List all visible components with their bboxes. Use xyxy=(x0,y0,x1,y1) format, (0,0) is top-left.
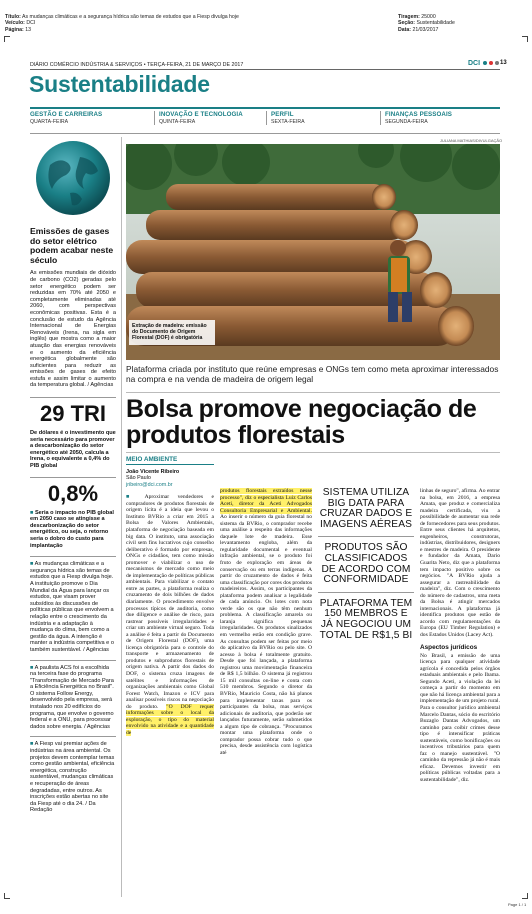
clip-circulation-label: Tiragem: xyxy=(398,14,420,20)
nav-label: GESTÃO E CARREIRAS xyxy=(30,111,103,118)
crop-mark xyxy=(4,893,10,899)
nav-label: INOVAÇÃO E TECNOLOGIA xyxy=(159,111,243,118)
section-tag: MEIO AMBIENTE xyxy=(126,456,214,465)
article-col-2-body: Ao inserir o número da guia florestal no sistema da BVRio, o comprador recebe uma análise a respeito das informações daquele lote de madeira. Esse levantamento engloba, além da regularidade documental e eventual infração ambiental, se o produto foi fruto de exploração em áreas de conservação ou em terras indígenas. A partir do cruzamento de dados é feita uma classificação por cores dos produtos madeireiros. Assim, os participantes da plataforma podem analisar a legalidade de cada anúncio. Os lotes com nota verde são os que não têm nenhum problema. A classificação amarela ou laranja significa pequenas irregularidades. Os produtos sinalizados em vermelho estão em condição grave. As consultas podem ser feitas por meio do aplicativo da BVRio ou pelo site. O acesso à bolsa é totalmente gratuito. Desde que foi lançada, a plataforma registrou uma movimentação financeira de R$ 1,5 bilhão. O sistema já registrou 15 mil consultas on-line e conta com 510 membros. Segundo o diretor da BVRio, Mauricio Costa, não há planos para implementar taxas para os participantes da bolsa, mas serviços adicionais de auditoria, que poderão ser lançados futuramente, serão submetidos a algum tipo de cobrança. "Procuramos montar uma plataforma onde o comprador possa cobrar tudo o que precisa, desde assistência com logística até xyxy=(220,514,312,756)
subhead: Aspectos jurídicos xyxy=(420,643,478,651)
logo-dot-icon xyxy=(489,61,493,65)
logo-text: DCI xyxy=(468,60,481,67)
bullet-icon: ■ xyxy=(30,561,35,568)
sidebar-headline: Emissões de gases do setor elétrico podem acabar neste século xyxy=(30,226,114,265)
bullet-icon: ■ xyxy=(126,494,137,501)
sidebar xyxy=(30,137,116,897)
article-col-1-body: Aproximar vendedores e compradores de produtos florestais de origem lícita é a ideia que levou o Instituto BVRio a criar em 2015 a Bolsa de Valores Ambientais, plataforma de negociação baseada em big data. O instituto, uma associação civil sem fins lucrativos cujo conselho deliberativo é formado por empresas, ONGs e cidadãos, tem como missão promover e viabilizar o uso de mecanismos de mercado como meio de implementação de políticas públicas ambientais. Para viabilizar o contato entre as partes, a plataforma realiza o cruzamento de dois bilhões de dados diariamente. O procedimento envolve processos típicos de auditoria, como due diligence e análise de risco, para rastrear possíveis irregularidades e criar um ambiente virtual seguro. Toda a análise é feita a partir do Documento de Origem Florestal (DOF), uma licença obrigatória para o controle do transporte e armazenamento de produtos e subprodutos florestais de origem nativa. A partir dos dados do DOF, o sistema cruza imagens de satélites e informações de organizações ambientais como Global Forest Watch, Imazon e ICV para analisar possíveis riscos na negociação do produto. xyxy=(126,494,214,710)
clip-title-label: Título: xyxy=(5,14,21,20)
author-email[interactable]: jribeiro@dci.com.br xyxy=(126,481,173,488)
logo-dot-icon xyxy=(483,61,487,65)
article-col-2-text xyxy=(220,488,312,756)
page-indicator: Page 1 / 1 xyxy=(508,902,527,907)
clip-page-label: Página: xyxy=(5,26,24,33)
bullet-icon: ■ xyxy=(30,509,35,516)
nav-label: PERFIL xyxy=(271,111,294,118)
article-col-4-text: linhas de seguro", afirma. Ao entrar na bolsa, em 2016, a empresa Amata, que produz e comercializa madeira certificada, viu a possibilidade de aumentar sua rede de fornecedores para seus produtos. Entre seus clientes há arquitetos, engenheiros, construtoras, indústrias, distribuidores, designers e mestres de madeira. O presidente e fundador da Amata, Dario Guarita Neto, diz que a plataforma tem impacto positivo sobre os negócios. "A BVRio ajuda a assegurar a rastreabilidade da madeira", diz. Com o crescimento do número de cadastros, uma meta da Bolsa é atingir mercados internacionais. A plataforma já identifica produtos que estão de acordo com regulamentações da Europa (EU Timber Regulation) e dos Estados Unidos (Lacey Act). xyxy=(420,488,500,639)
divider xyxy=(30,69,500,70)
pull-quotes xyxy=(318,488,414,641)
nav-item-financas[interactable] xyxy=(380,111,501,125)
stat-29-tri: 29 TRI xyxy=(39,401,107,427)
nav-item-gestao[interactable] xyxy=(30,111,148,125)
nav-label: FINANÇAS PESSOAIS xyxy=(385,111,453,118)
nav-day: SEXTA-FEIRA xyxy=(271,119,305,125)
pull-quote: SISTEMA UTILIZA BIG DATA PARA CRUZAR DADOS E IMAGENS AÉREAS xyxy=(319,487,413,530)
column-rule xyxy=(121,137,122,897)
divider xyxy=(318,592,414,593)
divider xyxy=(30,133,500,134)
author-name: João Vicente Ribeiro xyxy=(126,469,180,475)
stat-0-8: 0,8% xyxy=(47,480,99,506)
section-title: Sustentabilidade xyxy=(29,71,210,97)
clip-date-label: Data: xyxy=(398,26,411,33)
clipping-info-right xyxy=(398,14,528,33)
nav-day: QUARTA-FEIRA xyxy=(30,119,69,125)
sidebar-note-text: A paulista ACS foi a escolhida na terceira fase do programa "Transformação de Mercado Para a Eficiência Energética no Brasil". O sistema Follow Energy, desenvolvido pela empresa, será instalado nos 20 edifícios do programa, que envolve o governo federal e a ONU, para processar dados sobre energia. / Agências xyxy=(30,664,114,730)
nav-day: SEGUNDA-FEIRA xyxy=(385,119,428,125)
highlighted-quote: produtos florestais extraídos nesse processo", diz o especialista Luiz Carlos Aceti, diretor da Aceti Advogados Consultoria Empresarial e Ambiental. xyxy=(220,488,312,514)
article-col-1-text xyxy=(126,494,214,736)
article-deck: Plataforma criada por instituto que reúne empresas e ONGs tem como meta aproximar interessados na compra e na venda de madeira de origem legal xyxy=(126,364,499,384)
divider xyxy=(126,452,500,453)
highlighted-quote: "O DOF requer informações sobre o local da exploração, o tipo do material envolvido na atividade e a quantidade de xyxy=(126,703,214,736)
clip-page-value: 13 xyxy=(25,26,31,33)
photo-credit: JULIANA MATHIAS/DIVULGAÇÃO xyxy=(440,138,503,143)
nav-item-inovacao[interactable] xyxy=(154,111,277,125)
author-city: São Paulo xyxy=(126,475,151,482)
section-nav xyxy=(30,111,500,131)
photo-caption: Extração de madeira: emissão do Documento de Origem Florestal (DOF) é obrigatória xyxy=(129,320,215,345)
clip-section-value: Sustentabilidade xyxy=(416,20,455,27)
sidebar-note-text: A Fiesp vai premiar ações de indústrias na área ambiental. Os projetos devem contemplar temas como gestão ambiental, eficiência energética, construção sustentável, mudanças climáticas e recuperação de áreas degradadas, entre outros. As inscrições estão abertas no site da Fiesp até o dia 24. / Da Redação xyxy=(30,741,115,814)
photo-logs xyxy=(126,144,500,360)
nav-day: QUINTA-FEIRA xyxy=(159,119,196,125)
stat-29-tri-text: De dólares é o investimento que seria necessário para promover a descarbonização do setor energético até 2050, calcula a Irena, o equivalente a 0,4% do PIB global xyxy=(30,430,116,470)
clip-section-label: Seção: xyxy=(398,20,416,27)
bullet-icon: ■ xyxy=(30,664,35,671)
byline xyxy=(126,469,214,488)
article-headline: Bolsa promove negociação de produtos florestais xyxy=(126,395,477,449)
sidebar-note xyxy=(30,561,116,653)
divider xyxy=(30,107,500,109)
divider xyxy=(318,536,414,537)
page-number: 13 xyxy=(500,60,507,66)
pull-quote: PLATAFORMA TEM 150 MEMBROS E JÁ NEGOCIOU UM TOTAL DE R$1,5 BI xyxy=(319,597,413,641)
stat-0-8-text xyxy=(30,510,116,550)
article-col-4b-text: No Brasil, a emissão de uma licença para qualquer atividade agrícola é concedida pelos órgãos estaduais ambientais e pelo Ibama. Segundo Aceti, a violação da lei começa a partir do momento em que não há licença ambiental para a implementação de um projeto rural. Para o consultor jurídico ambiental Marcelo Dantas, sócio do escritório Buzaglo Dantas Advogados, um caminho para coibir crimes desse tipo é intensificar práticas sustentáveis, como bonificações ou incentivos tributários para quem faz o manejo sustentável. "O caminho da repressão já não é mais eficaz. Devemos investir em políticas públicas voltadas para a sustentabilidade", diz. xyxy=(420,652,500,783)
crop-mark xyxy=(4,36,10,42)
pull-quote: PRODUTOS SÃO CLASSIFICADOS DE ACORDO COM CONFORMIDADE xyxy=(321,542,411,586)
globe-icon xyxy=(30,137,116,221)
divider xyxy=(126,392,500,393)
clip-circulation-value: 25000 xyxy=(421,14,436,20)
crop-mark xyxy=(522,36,528,42)
dateline: DIÁRIO COMÉRCIO INDÚSTRIA & SERVIÇOS • TERÇA-FEIRA, 21 DE MARÇO DE 2017 xyxy=(30,62,244,68)
clip-date-value: 21/03/2017 xyxy=(412,26,439,33)
logo xyxy=(468,60,499,67)
article-col-4 xyxy=(420,488,500,784)
sidebar-note xyxy=(30,741,116,814)
sidebar-note-text: As mudanças climáticas e a segurança hídrica são temas de estudos que a Fiesp divulga hoje. A instituição promove o Dia Mundial da Água para lançar os estudos, que visam prover subsídios às discussões de políticas públicas que envolvem a relação entre o crescimento da indústria e a adaptação à mudança do clima, bem como a gestão da água. A intenção é manter a indústria competitiva e o também sustentável. / Agências xyxy=(30,561,114,653)
clip-title-value: As mudanças climáticas e a segurança hídrica são temas de estudos que a Fiesp divulga hoje xyxy=(22,14,239,20)
crop-mark xyxy=(522,893,528,899)
bullet-icon: ■ xyxy=(30,741,35,748)
article-col-2 xyxy=(220,488,312,756)
nav-item-perfil[interactable] xyxy=(266,111,381,125)
sidebar-note xyxy=(30,665,116,731)
article-col-1 xyxy=(126,456,214,736)
logo-dot-icon xyxy=(495,61,499,65)
sidebar-body: As emissões mundiais de dióxido de carbono (CO2) geradas pelo setor energético podem ser reduzidas em 70% até 2050 e completamente eliminadas até 2060, com perspectivas econômicas positivas. Esta é a conclusão de estudo da Agência Internacional de Energias Renováveis (Irena, na sigla em inglês) que mostra como a maior atuação das energias renováveis e o aumento da eficiência energética globalmente são suficientes para reduzir as emissões de gases de efeito estufa e assim limitar o aumento da temperatura global. / Agências xyxy=(30,270,116,389)
clip-vehicle-value: DCI xyxy=(26,20,36,27)
clip-vehicle-label: Veículo: xyxy=(5,20,25,27)
stat-0-8-text-content: Seria o impacto no PIB global em 2050 caso se atingisse a descarbonização do setor energético, ou seja, o retorno seria o dobro do custo para implantação xyxy=(30,509,114,549)
clipping-info-left xyxy=(5,14,335,33)
